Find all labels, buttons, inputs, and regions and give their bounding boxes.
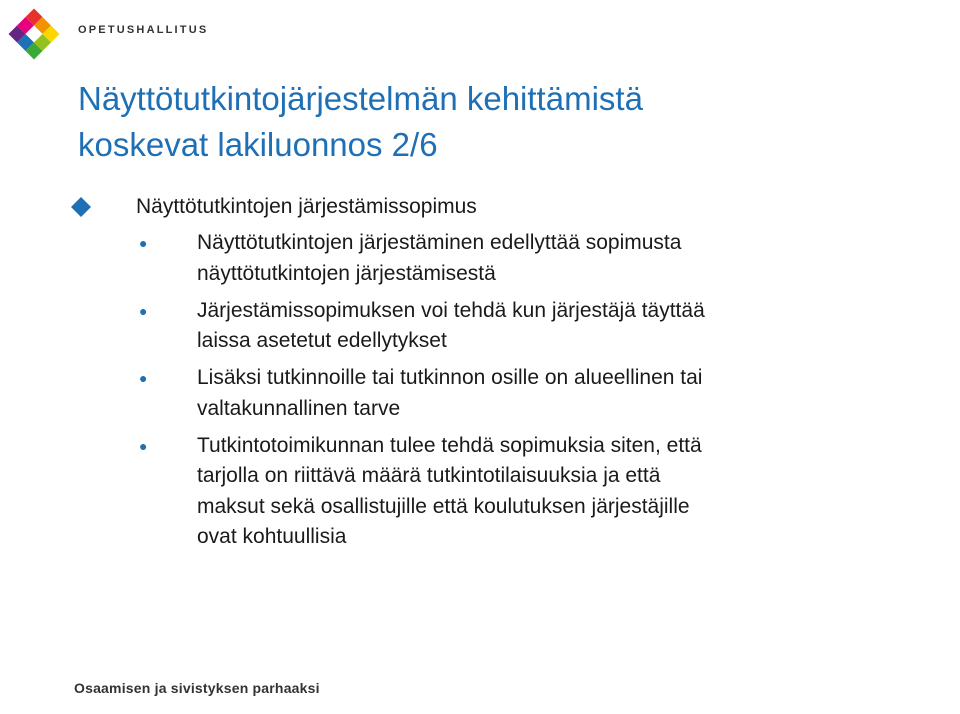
sub-bullet (0, 363, 960, 424)
sub-bullet-line: tarjolla on riittävä määrä tutkintotilaisuuksia ja että (197, 464, 661, 487)
sub-bullet (0, 431, 960, 553)
main-bullet (0, 192, 960, 222)
sub-bullet (0, 228, 960, 289)
slide-content (0, 192, 960, 559)
diamond-logo-icon (6, 6, 62, 62)
sub-bullet-line: maksut sekä osallistujille että koulutuksen järjestäjille (197, 494, 690, 518)
dot-bullet-icon: ● (139, 235, 148, 251)
sub-bullet-line: ovat kohtuullisia (197, 525, 347, 548)
sub-bullet-line: valtakunnallinen tarve (197, 396, 401, 420)
sub-bullet-line: Näyttötutkintojen järjestäminen edellyttää sopimusta (197, 231, 682, 254)
dot-bullet-icon: ● (139, 437, 148, 454)
diamond-bullet-icon (70, 196, 92, 218)
slide-title-line: Näyttötutkintojärjestelmän kehittämistä (78, 80, 643, 117)
dot-bullet-icon: ● (139, 370, 148, 386)
dot-bullet-icon: ● (139, 302, 148, 319)
main-bullet-text: Näyttötutkintojen järjestämissopimus (136, 195, 477, 218)
sub-bullet-line: Järjestämissopimuksen voi tehdä kun järjestäjä täyttää (197, 298, 705, 322)
footer-slogan: Osaamisen ja sivistyksen parhaaksi (74, 680, 320, 696)
sub-bullet-line: laissa asetetut edellytykset (197, 329, 447, 352)
sub-bullet-line: Tutkintotoimikunnan tulee tehdä sopimuksia siten, että (197, 433, 702, 457)
sub-bullet-line: näyttötutkintojen järjestämisestä (197, 261, 496, 285)
org-name: OPETUSHALLITUS (78, 24, 209, 36)
sub-bullet (0, 296, 960, 357)
sub-bullet-line: Lisäksi tutkinnoille tai tutkinnon osille on alueellinen tai (197, 366, 703, 389)
slide-title (78, 76, 938, 168)
slide-title-line: koskevat lakiluonnos 2/6 (78, 126, 438, 163)
